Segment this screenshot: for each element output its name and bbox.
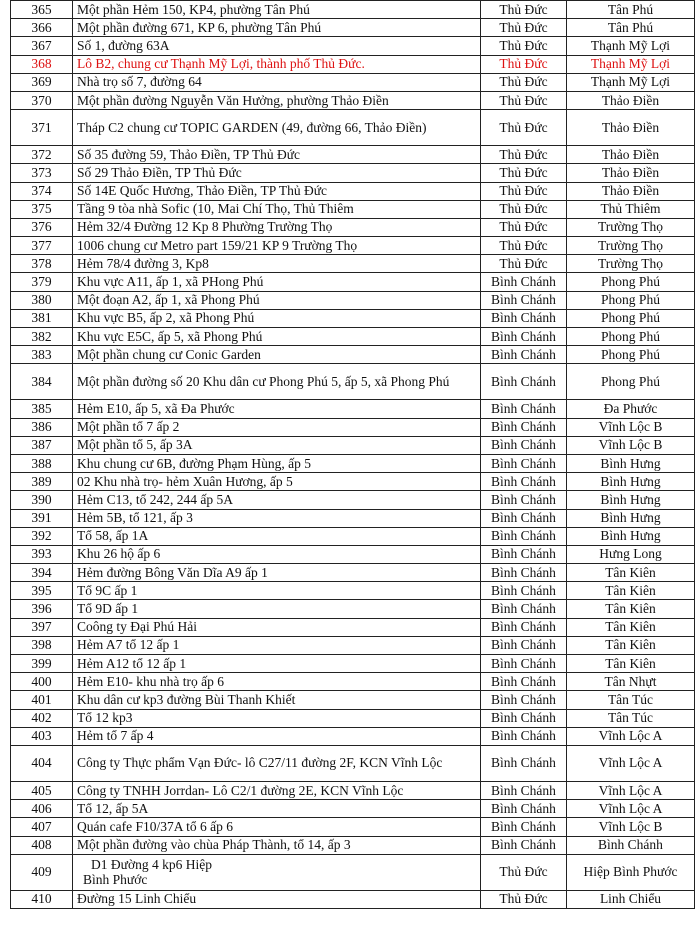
address-cell: Khu 26 hộ ấp 6 (73, 545, 481, 563)
table-row (11, 309, 695, 327)
address-cell: Số 1, đường 63A (73, 37, 481, 55)
row-number: 382 (11, 328, 73, 346)
ward-cell: Tân Túc (567, 709, 695, 727)
ward-cell: Tân Kiên (567, 655, 695, 673)
table-body (11, 1, 695, 909)
row-number: 368 (11, 55, 73, 73)
table-row (11, 454, 695, 472)
ward-cell: Tân Túc (567, 691, 695, 709)
row-number: 366 (11, 19, 73, 37)
row-number: 405 (11, 781, 73, 799)
ward-cell: Thảo Điền (567, 110, 695, 146)
table-row (11, 1, 695, 19)
address-line-2: Bình Phước (83, 872, 148, 888)
ward-cell: Trường Thọ (567, 255, 695, 273)
ward-cell: Phong Phú (567, 364, 695, 400)
district-cell: Thủ Đức (481, 218, 567, 236)
address-cell: Nhà trọ số 7, đường 64 (73, 73, 481, 91)
row-number: 391 (11, 509, 73, 527)
table-row (11, 655, 695, 673)
row-number: 402 (11, 709, 73, 727)
district-cell: Thủ Đức (481, 182, 567, 200)
ward-cell: Bình Hưng (567, 491, 695, 509)
ward-cell: Vĩnh Lộc B (567, 436, 695, 454)
table-row (11, 273, 695, 291)
table-row (11, 346, 695, 364)
address-cell: Khu dân cư kp3 đường Bùi Thanh Khiết (73, 691, 481, 709)
district-cell: Bình Chánh (481, 781, 567, 799)
row-number: 385 (11, 400, 73, 418)
address-cell: Khu vực E5C, ấp 5, xã Phong Phú (73, 328, 481, 346)
address-cell: Một phần đường số 20 Khu dân cư Phong Phú 5, ấp 5, xã Phong Phú (73, 364, 481, 400)
row-number: 374 (11, 182, 73, 200)
address-cell: Tổ 9D ấp 1 (73, 600, 481, 618)
ward-cell: Vĩnh Lộc A (567, 800, 695, 818)
table-row (11, 890, 695, 908)
district-cell: Bình Chánh (481, 328, 567, 346)
district-cell: Bình Chánh (481, 400, 567, 418)
ward-cell: Tân Kiên (567, 600, 695, 618)
address-cell: Một đoạn A2, ấp 1, xã Phong Phú (73, 291, 481, 309)
district-cell: Thủ Đức (481, 37, 567, 55)
ward-cell: Phong Phú (567, 309, 695, 327)
row-number: 372 (11, 146, 73, 164)
ward-cell: Phong Phú (567, 346, 695, 364)
ward-cell: Hưng Long (567, 545, 695, 563)
table-row (11, 745, 695, 781)
district-cell: Bình Chánh (481, 273, 567, 291)
ward-cell: Hiệp Bình Phước (567, 854, 695, 890)
table-row (11, 836, 695, 854)
table-row (11, 110, 695, 146)
table-row (11, 781, 695, 799)
row-number: 408 (11, 836, 73, 854)
district-cell: Thủ Đức (481, 255, 567, 273)
ward-cell: Tân Kiên (567, 636, 695, 654)
district-cell: Thủ Đức (481, 146, 567, 164)
district-cell: Bình Chánh (481, 364, 567, 400)
address-cell: 02 Khu nhà trọ- hẻm Xuân Hương, ấp 5 (73, 473, 481, 491)
row-number: 398 (11, 636, 73, 654)
ward-cell: Đa Phước (567, 400, 695, 418)
district-cell: Bình Chánh (481, 673, 567, 691)
row-number: 376 (11, 218, 73, 236)
table-row (11, 291, 695, 309)
address-cell: Hẻm 32/4 Đường 12 Kp 8 Phường Trường Thọ (73, 218, 481, 236)
district-cell: Bình Chánh (481, 709, 567, 727)
table-row (11, 73, 695, 91)
ward-cell: Bình Hưng (567, 509, 695, 527)
address-cell: Tổ 12, ấp 5A (73, 800, 481, 818)
address-cell: Tổ 12 kp3 (73, 709, 481, 727)
ward-cell: Bình Chánh (567, 836, 695, 854)
address-cell: Khu vực B5, ấp 2, xã Phong Phú (73, 309, 481, 327)
district-cell: Thủ Đức (481, 237, 567, 255)
address-line-1: D1 Đường 4 kp6 Hiệp (91, 857, 212, 873)
table-row (11, 600, 695, 618)
ward-cell: Thủ Thiêm (567, 200, 695, 218)
district-cell: Bình Chánh (481, 836, 567, 854)
district-cell: Bình Chánh (481, 346, 567, 364)
district-cell: Bình Chánh (481, 727, 567, 745)
ward-cell: Vĩnh Lộc B (567, 818, 695, 836)
row-number: 393 (11, 545, 73, 563)
row-number: 395 (11, 582, 73, 600)
row-number: 373 (11, 164, 73, 182)
table-row (11, 527, 695, 545)
address-cell: Tầng 9 tòa nhà Sofic (10, Mai Chí Thọ, Thủ Thiêm (73, 200, 481, 218)
table-row (11, 418, 695, 436)
table-row (11, 618, 695, 636)
address-cell: Một phần tổ 7 ấp 2 (73, 418, 481, 436)
district-cell: Thủ Đức (481, 890, 567, 908)
address-cell: Coông ty Đại Phú Hải (73, 618, 481, 636)
table-row (11, 509, 695, 527)
address-cell: Hẻm A12 tổ 12 ấp 1 (73, 655, 481, 673)
ward-cell: Tân Phú (567, 1, 695, 19)
district-cell: Bình Chánh (481, 618, 567, 636)
table-row (11, 400, 695, 418)
table-row (11, 473, 695, 491)
table-row (11, 37, 695, 55)
table-row (11, 854, 695, 890)
address-cell: Đường 15 Linh Chiểu (73, 890, 481, 908)
row-number: 386 (11, 418, 73, 436)
row-number: 410 (11, 890, 73, 908)
ward-cell: Thảo Điền (567, 146, 695, 164)
address-cell: Khu vực A11, ấp 1, xã PHong Phú (73, 273, 481, 291)
ward-cell: Thảo Điền (567, 164, 695, 182)
table-row (11, 800, 695, 818)
address-cell: Số 35 đường 59, Thảo Điền, TP Thủ Đức (73, 146, 481, 164)
district-cell: Thủ Đức (481, 55, 567, 73)
table-row (11, 364, 695, 400)
table-row (11, 564, 695, 582)
ward-cell: Vĩnh Lộc A (567, 727, 695, 745)
table-row (11, 19, 695, 37)
row-number: 399 (11, 655, 73, 673)
row-number: 365 (11, 1, 73, 19)
row-number: 380 (11, 291, 73, 309)
district-cell: Thủ Đức (481, 1, 567, 19)
address-cell: Tháp C2 chung cư TOPIC GARDEN (49, đường 66, Thảo Điền) (73, 110, 481, 146)
address-cell: Hẻm E10, ấp 5, xã Đa Phước (73, 400, 481, 418)
table-row (11, 255, 695, 273)
row-number: 404 (11, 745, 73, 781)
row-number: 378 (11, 255, 73, 273)
address-cell: Một phần tổ 5, ấp 3A (73, 436, 481, 454)
row-number: 387 (11, 436, 73, 454)
address-cell: Hẻm E10- khu nhà trọ ấp 6 (73, 673, 481, 691)
address-cell: Lô B2, chung cư Thạnh Mỹ Lợi, thành phố Thủ Đức. (73, 55, 481, 73)
address-cell: Hẻm 5B, tổ 121, ấp 3 (73, 509, 481, 527)
address-cell: Số 14E Quốc Hương, Thảo Điền, TP Thủ Đức (73, 182, 481, 200)
address-cell: Một phần Hẻm 150, KP4, phường Tân Phú (73, 1, 481, 19)
district-cell: Bình Chánh (481, 655, 567, 673)
address-cell: Một phần đường Nguyễn Văn Hưởng, phường Thảo Điền (73, 91, 481, 109)
row-number: 370 (11, 91, 73, 109)
row-number: 371 (11, 110, 73, 146)
row-number: 369 (11, 73, 73, 91)
address-cell: Khu chung cư 6B, đường Phạm Hùng, ấp 5 (73, 454, 481, 472)
address-cell: 1006 chung cư Metro part 159/21 KP 9 Trường Thọ (73, 237, 481, 255)
row-number: 379 (11, 273, 73, 291)
district-cell: Bình Chánh (481, 418, 567, 436)
address-cell (73, 854, 481, 890)
address-cell: Hẻm A7 tổ 12 ấp 1 (73, 636, 481, 654)
table-row (11, 164, 695, 182)
ward-cell: Phong Phú (567, 328, 695, 346)
district-cell: Bình Chánh (481, 473, 567, 491)
row-number: 396 (11, 600, 73, 618)
district-cell: Thủ Đức (481, 19, 567, 37)
ward-cell: Tân Phú (567, 19, 695, 37)
district-cell: Bình Chánh (481, 291, 567, 309)
district-cell: Bình Chánh (481, 636, 567, 654)
table-row (11, 91, 695, 109)
table-row (11, 727, 695, 745)
ward-cell: Tân Kiên (567, 582, 695, 600)
table-row (11, 709, 695, 727)
table-row (11, 146, 695, 164)
district-cell: Thủ Đức (481, 164, 567, 182)
row-number: 377 (11, 237, 73, 255)
district-cell: Bình Chánh (481, 527, 567, 545)
row-number: 407 (11, 818, 73, 836)
ward-cell: Trường Thọ (567, 218, 695, 236)
table-row (11, 55, 695, 73)
ward-cell: Thảo Điền (567, 91, 695, 109)
district-cell: Bình Chánh (481, 600, 567, 618)
ward-cell: Tân Kiên (567, 564, 695, 582)
row-number: 383 (11, 346, 73, 364)
row-number: 388 (11, 454, 73, 472)
district-cell: Bình Chánh (481, 745, 567, 781)
row-number: 406 (11, 800, 73, 818)
ward-cell: Bình Hưng (567, 454, 695, 472)
district-cell: Thủ Đức (481, 73, 567, 91)
row-number: 389 (11, 473, 73, 491)
row-number: 390 (11, 491, 73, 509)
ward-cell: Vĩnh Lộc A (567, 745, 695, 781)
ward-cell: Thảo Điền (567, 182, 695, 200)
row-number: 375 (11, 200, 73, 218)
ward-cell: Thạnh Mỹ Lợi (567, 55, 695, 73)
table-row (11, 545, 695, 563)
address-cell: Một phần đường 671, KP 6, phường Tân Phú (73, 19, 481, 37)
ward-cell: Thạnh Mỹ Lợi (567, 37, 695, 55)
district-cell: Bình Chánh (481, 509, 567, 527)
ward-cell: Vĩnh Lộc B (567, 418, 695, 436)
table-row (11, 237, 695, 255)
district-cell: Thủ Đức (481, 91, 567, 109)
table-row (11, 691, 695, 709)
address-cell: Số 29 Thảo Điền, TP Thủ Đức (73, 164, 481, 182)
district-cell: Thủ Đức (481, 200, 567, 218)
table-row (11, 200, 695, 218)
table-row (11, 491, 695, 509)
address-cell: Tổ 9C ấp 1 (73, 582, 481, 600)
address-cell: Công ty TNHH Jorrdan- Lô C2/1 đường 2E, KCN Vĩnh Lộc (73, 781, 481, 799)
row-number: 401 (11, 691, 73, 709)
district-cell: Thủ Đức (481, 110, 567, 146)
table-row (11, 818, 695, 836)
district-cell: Bình Chánh (481, 564, 567, 582)
address-cell: Tổ 58, ấp 1A (73, 527, 481, 545)
district-cell: Bình Chánh (481, 545, 567, 563)
row-number: 403 (11, 727, 73, 745)
table-row (11, 182, 695, 200)
ward-cell: Vĩnh Lộc A (567, 781, 695, 799)
ward-cell: Phong Phú (567, 291, 695, 309)
district-cell: Thủ Đức (481, 854, 567, 890)
row-number: 394 (11, 564, 73, 582)
ward-cell: Tân Nhựt (567, 673, 695, 691)
address-cell: Một phần chung cư Conic Garden (73, 346, 481, 364)
table-row (11, 436, 695, 454)
row-number: 397 (11, 618, 73, 636)
table-row (11, 582, 695, 600)
district-cell: Bình Chánh (481, 582, 567, 600)
row-number: 400 (11, 673, 73, 691)
district-cell: Bình Chánh (481, 436, 567, 454)
district-cell: Bình Chánh (481, 691, 567, 709)
address-cell: Quán cafe F10/37A tổ 6 ấp 6 (73, 818, 481, 836)
district-cell: Bình Chánh (481, 309, 567, 327)
row-number: 392 (11, 527, 73, 545)
ward-cell: Linh Chiểu (567, 890, 695, 908)
ward-cell: Tân Kiên (567, 618, 695, 636)
address-table (10, 0, 695, 909)
row-number: 381 (11, 309, 73, 327)
table-row (11, 328, 695, 346)
row-number: 409 (11, 854, 73, 890)
address-cell: Hẻm tổ 7 ấp 4 (73, 727, 481, 745)
table-row (11, 218, 695, 236)
ward-cell: Trường Thọ (567, 237, 695, 255)
district-cell: Bình Chánh (481, 454, 567, 472)
ward-cell: Thạnh Mỹ Lợi (567, 73, 695, 91)
table-row (11, 636, 695, 654)
address-cell: Một phần đường vào chùa Pháp Thành, tổ 14, ấp 3 (73, 836, 481, 854)
district-cell: Bình Chánh (481, 491, 567, 509)
district-cell: Bình Chánh (481, 818, 567, 836)
address-cell: Công ty Thực phẩm Vạn Đức- lô C27/11 đường 2F, KCN Vĩnh Lộc (73, 745, 481, 781)
ward-cell: Bình Hưng (567, 473, 695, 491)
table-row (11, 673, 695, 691)
address-cell: Hẻm đường Bông Văn Dĩa A9 ấp 1 (73, 564, 481, 582)
district-cell: Bình Chánh (481, 800, 567, 818)
address-list-sheet (10, 0, 694, 909)
row-number: 384 (11, 364, 73, 400)
ward-cell: Phong Phú (567, 273, 695, 291)
row-number: 367 (11, 37, 73, 55)
address-cell: Hẻm 78/4 đường 3, Kp8 (73, 255, 481, 273)
ward-cell: Bình Hưng (567, 527, 695, 545)
address-cell: Hẻm C13, tổ 242, 244 ấp 5A (73, 491, 481, 509)
